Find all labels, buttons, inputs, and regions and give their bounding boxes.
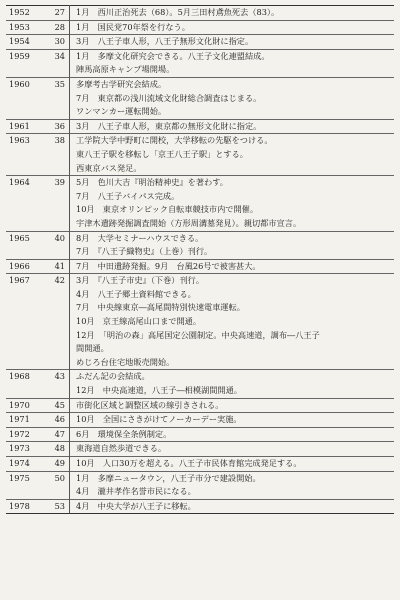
showa-year-cell (39, 315, 70, 329)
chronology-row (6, 148, 394, 162)
showa-year-cell: 43 (39, 370, 70, 384)
chronology-row (6, 485, 394, 499)
showa-year-cell (39, 105, 70, 119)
showa-year-cell: 49 (39, 457, 70, 472)
year-cell: 1965 (6, 231, 39, 245)
year-cell: 1971 (6, 413, 39, 428)
year-cell (6, 162, 39, 176)
year-cell: 1964 (6, 176, 39, 190)
event-cell: 10月 京王線高尾山口まで開通。 (76, 316, 202, 327)
chronology-row (6, 301, 394, 315)
showa-year-cell (39, 384, 70, 398)
showa-year-cell (39, 148, 70, 162)
chronology-row (6, 384, 394, 398)
event-cell: 3月 八王子車人形，東京都の無形文化財に指定。 (70, 119, 395, 134)
chronology-row (6, 162, 394, 176)
year-cell: 1978 (6, 499, 39, 514)
year-cell (6, 384, 39, 398)
event-cell: 3月 八王子車人形，八王子無形文化財に指定。 (70, 35, 395, 50)
event-cell: 10月 東京オリンピック自転車競技市内で開催。 (76, 204, 259, 215)
year-cell: 1966 (6, 259, 39, 274)
event-cell: 東海道自然歩道できる。 (70, 442, 395, 457)
showa-year-cell: 28 (39, 20, 70, 35)
event-cell: 工学院大学中野町に開校，大学移転の先駆をつける。 (70, 134, 395, 148)
year-cell: 1970 (6, 398, 39, 413)
showa-year-cell: 36 (39, 119, 70, 134)
event-cell: 4月 瀧井孝作名誉市民になる。 (76, 486, 196, 497)
year-cell (6, 217, 39, 231)
year-cell (6, 203, 39, 217)
year-cell (6, 356, 39, 370)
year-cell: 1961 (6, 119, 39, 134)
chronology-row (6, 92, 394, 106)
showa-year-cell: 42 (39, 274, 70, 288)
chronology-row (6, 471, 394, 485)
year-cell (6, 190, 39, 204)
showa-year-cell (39, 190, 70, 204)
event-cell: 7月 『八王子織物史』（上巻）刊行。 (76, 246, 213, 257)
event-cell: 7月 中央線東京―高尾間特別快速電車運転。 (76, 302, 245, 313)
event-cell: 東八王子駅を移転し「京王八王子駅」とする。 (76, 148, 248, 159)
showa-year-cell: 40 (39, 231, 70, 245)
event-cell: 1月 多摩文化研究会できる。八王子文化連盟結成。 (70, 49, 395, 63)
year-cell (6, 148, 39, 162)
event-cell: 市街化区域と調整区域の線引きされる。 (70, 398, 395, 413)
chronology-row (6, 105, 394, 119)
showa-year-cell: 39 (39, 176, 70, 190)
event-cell: 7月 中田遺跡発掘。9月 台風26号で被害甚大。 (70, 259, 395, 274)
year-cell (6, 63, 39, 77)
chronology-row (6, 203, 394, 217)
event-cell: 宇津木遺跡発掘調査開始（方形周溝墓発見）。親切都市宣言。 (76, 217, 302, 228)
showa-year-cell: 27 (39, 6, 70, 21)
event-cell: 間開通。 (76, 343, 109, 354)
chronology-table (6, 5, 394, 514)
showa-year-cell (39, 342, 70, 356)
chronology-row (6, 288, 394, 302)
chronology-row (6, 329, 394, 343)
year-cell (6, 315, 39, 329)
chronology-row (6, 398, 394, 413)
year-cell: 1974 (6, 457, 39, 472)
event-cell: 12月 中央高速道，八王子―相模湖間開通。 (76, 385, 242, 396)
year-cell: 1968 (6, 370, 39, 384)
chronology-row (6, 49, 394, 63)
showa-year-cell (39, 288, 70, 302)
showa-year-cell (39, 245, 70, 259)
year-cell: 1972 (6, 427, 39, 442)
year-cell (6, 105, 39, 119)
showa-year-cell: 34 (39, 49, 70, 63)
showa-year-cell (39, 329, 70, 343)
year-cell: 1963 (6, 134, 39, 148)
chronology-row (6, 6, 394, 21)
event-cell: 1月 西川正治死去（68）。5月三田村鳶魚死去（83）。 (70, 6, 395, 21)
showa-year-cell (39, 92, 70, 106)
year-cell: 1959 (6, 49, 39, 63)
showa-year-cell: 30 (39, 35, 70, 50)
showa-year-cell: 35 (39, 77, 70, 91)
chronology-row (6, 356, 394, 370)
chronology-row (6, 427, 394, 442)
event-cell: 4月 中央大学が八王子に移転。 (70, 499, 395, 514)
event-cell: 西東京バス発足。 (76, 162, 142, 173)
showa-year-cell: 53 (39, 499, 70, 514)
year-cell (6, 485, 39, 499)
chronology-rows (6, 6, 394, 514)
chronology-row (6, 342, 394, 356)
event-cell: 4月 八王子郷土資料館できる。 (76, 288, 196, 299)
year-cell: 1954 (6, 35, 39, 50)
chronology-row (6, 63, 394, 77)
event-cell: ワンマンカー運転開始。 (76, 106, 167, 117)
year-cell (6, 92, 39, 106)
year-cell (6, 301, 39, 315)
year-cell: 1967 (6, 274, 39, 288)
showa-year-cell (39, 203, 70, 217)
year-cell: 1975 (6, 471, 39, 485)
event-cell: 7月 東京都の浅川流域文化財総合調査はじまる。 (76, 92, 262, 103)
year-cell: 1952 (6, 6, 39, 21)
showa-year-cell (39, 162, 70, 176)
event-cell: 8月 大学セミナーハウスできる。 (70, 231, 395, 245)
year-cell (6, 245, 39, 259)
event-cell: めじろ台住宅地販売開始。 (76, 356, 175, 367)
year-cell: 1960 (6, 77, 39, 91)
showa-year-cell (39, 217, 70, 231)
chronology-row (6, 77, 394, 91)
chronology-row (6, 217, 394, 231)
chronology-row (6, 259, 394, 274)
chronology-row (6, 20, 394, 35)
showa-year-cell: 47 (39, 427, 70, 442)
year-cell (6, 342, 39, 356)
showa-year-cell: 41 (39, 259, 70, 274)
chronology-row (6, 274, 394, 288)
year-cell: 1953 (6, 20, 39, 35)
showa-year-cell: 50 (39, 471, 70, 485)
chronology-row (6, 315, 394, 329)
chronology-row (6, 176, 394, 190)
event-cell: ふだん記の会結成。 (70, 370, 395, 384)
event-cell: 3月 『八王子市史』（下巻）刊行。 (70, 274, 395, 288)
showa-year-cell (39, 356, 70, 370)
chronology-row (6, 245, 394, 259)
chronology-row (6, 35, 394, 50)
showa-year-cell (39, 301, 70, 315)
event-cell: 多摩考古学研究会結成。 (70, 77, 395, 91)
showa-year-cell: 46 (39, 413, 70, 428)
chronology-row (6, 370, 394, 384)
showa-year-cell: 48 (39, 442, 70, 457)
chronology-row (6, 442, 394, 457)
event-cell: 10月 全国にさきがけてノーカーデー実施。 (70, 413, 395, 428)
event-cell: 6月 環境保全条例制定。 (70, 427, 395, 442)
event-cell: 1月 多摩ニュータウン，八王子市分で建設開始。 (70, 471, 395, 485)
showa-year-cell: 45 (39, 398, 70, 413)
year-cell (6, 288, 39, 302)
event-cell: 5月 色川大吉『明治精神史』を著わす。 (70, 176, 395, 190)
chronology-row (6, 457, 394, 472)
showa-year-cell: 38 (39, 134, 70, 148)
chronology-row (6, 499, 394, 514)
chronology-row (6, 134, 394, 148)
showa-year-cell (39, 485, 70, 499)
year-cell: 1973 (6, 442, 39, 457)
event-cell: 10月 人口30万を超える。八王子市民体育館完成発足する。 (70, 457, 395, 472)
event-cell: 7月 八王子バイパス完成。 (76, 190, 180, 201)
chronology-row (6, 413, 394, 428)
chronology-row (6, 119, 394, 134)
event-cell: 1月 国民党70年祭を行なう。 (70, 20, 395, 35)
event-cell: 陣馬高原キャンプ場開場。 (76, 64, 175, 75)
year-cell (6, 329, 39, 343)
event-cell: 12月 「明治の森」高尾国定公園制定。中央高速道，調布―八王子 (76, 329, 320, 340)
showa-year-cell (39, 63, 70, 77)
chronology-row (6, 190, 394, 204)
chronology-row (6, 231, 394, 245)
